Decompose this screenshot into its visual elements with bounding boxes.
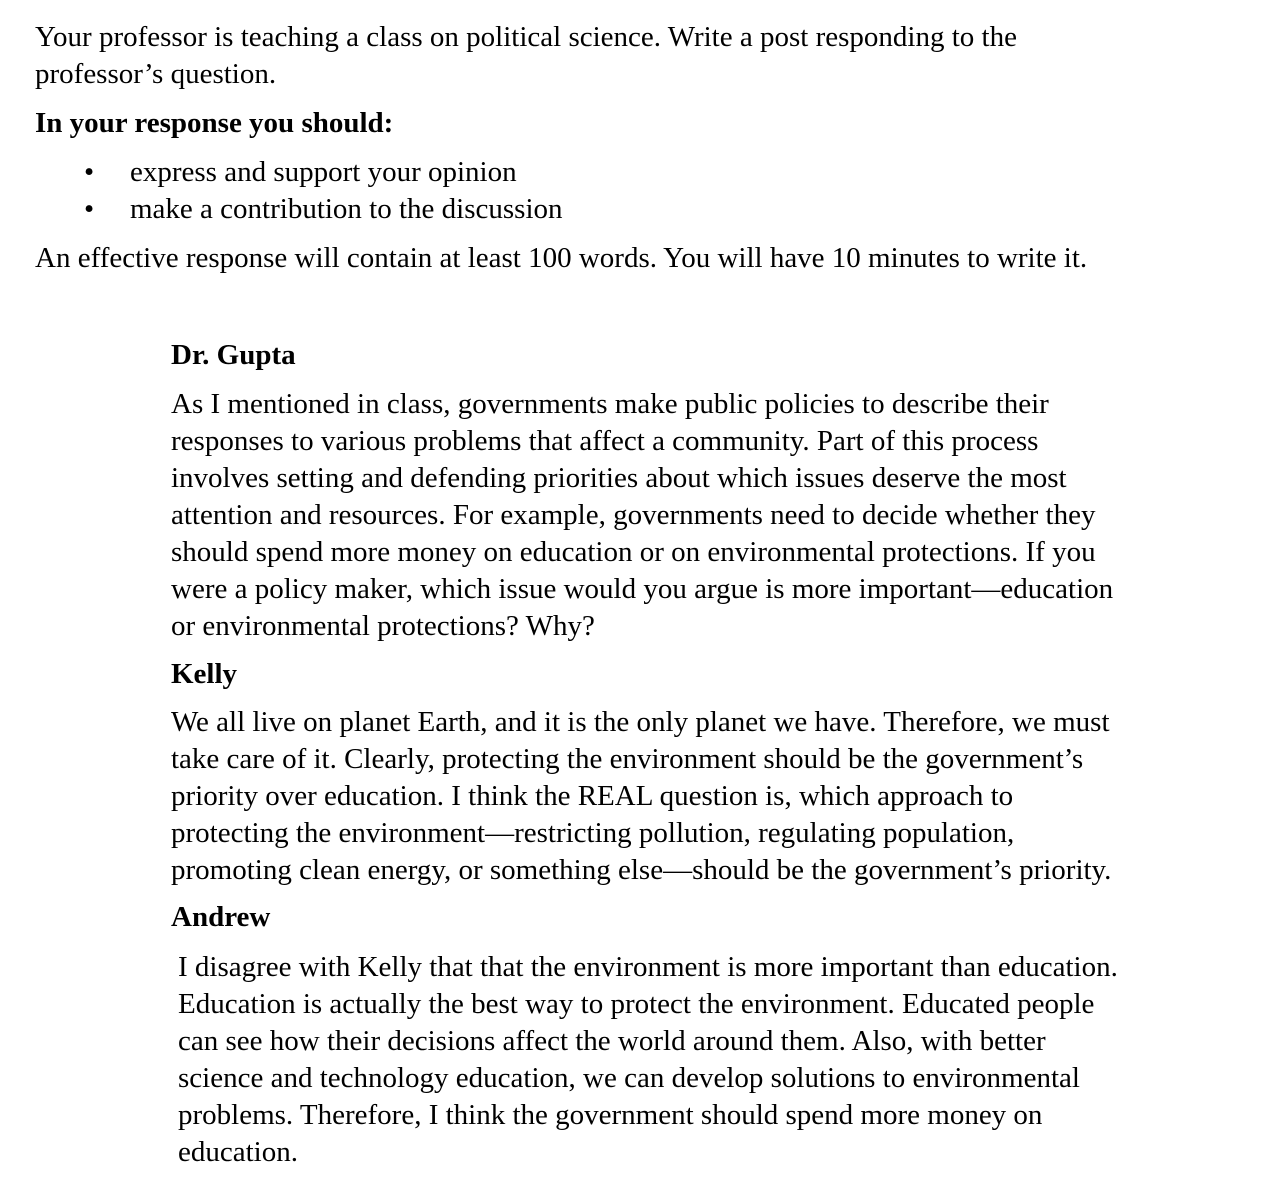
prompt-line: Your professor is teaching a class on political science. Write a post responding to the bbox=[35, 21, 1017, 53]
post-line: We all live on planet Earth, and it is the only planet we have. Therefore, we must bbox=[171, 706, 1110, 738]
post-body bbox=[178, 949, 1118, 1171]
post-author: Andrew bbox=[171, 901, 271, 933]
post-line: attention and resources. For example, governments need to decide whether they bbox=[171, 499, 1096, 531]
post-line: Education is actually the best way to protect the environment. Educated people bbox=[178, 988, 1095, 1020]
bullet-item bbox=[0, 154, 700, 191]
instruction-text: An effective response will contain at least 100 words. You will have 10 minutes to write it. bbox=[35, 242, 1088, 274]
post-line: As I mentioned in class, governments make public policies to describe their bbox=[171, 388, 1049, 420]
post-line: science and technology education, we can develop solutions to environmental bbox=[178, 1062, 1080, 1094]
post-author: Kelly bbox=[171, 658, 238, 690]
post-author: Dr. Gupta bbox=[171, 339, 296, 371]
post-line: education. bbox=[178, 1136, 298, 1168]
post-line: priority over education. I think the REAL question is, which approach to bbox=[171, 780, 1014, 812]
post-line: or environmental protections? Why? bbox=[171, 610, 595, 642]
post-line: I disagree with Kelly that that the environment is more important than education. bbox=[178, 951, 1118, 983]
prompt-line: professor’s question. bbox=[35, 58, 277, 90]
post-line: take care of it. Clearly, protecting the environment should be the government’s bbox=[171, 743, 1084, 775]
post-line: were a policy maker, which issue would you argue is more important—education bbox=[171, 573, 1114, 605]
post-line: protecting the environment—restricting pollution, regulating population, bbox=[171, 817, 1015, 849]
bullet-icon: • bbox=[84, 193, 95, 225]
bullet-icon: • bbox=[84, 156, 95, 188]
bullet-text: express and support your opinion bbox=[130, 156, 517, 188]
post-line: promoting clean energy, or something else—should be the government’s priority. bbox=[171, 854, 1112, 886]
response-heading: In your response you should: bbox=[35, 107, 394, 139]
post-body bbox=[171, 704, 1111, 889]
bullet-item bbox=[0, 191, 700, 228]
post-line: should spend more money on education or on environmental protections. If you bbox=[171, 536, 1096, 568]
post-body bbox=[171, 386, 1113, 645]
prompt-text bbox=[35, 19, 1017, 93]
post-line: involves setting and defending priorities about which issues deserve the most bbox=[171, 462, 1067, 494]
bullet-text: make a contribution to the discussion bbox=[130, 193, 563, 225]
post-line: can see how their decisions affect the world around them. Also, with better bbox=[178, 1025, 1046, 1057]
post-line: responses to various problems that affect a community. Part of this process bbox=[171, 425, 1039, 457]
post-line: problems. Therefore, I think the government should spend more money on bbox=[178, 1099, 1043, 1131]
